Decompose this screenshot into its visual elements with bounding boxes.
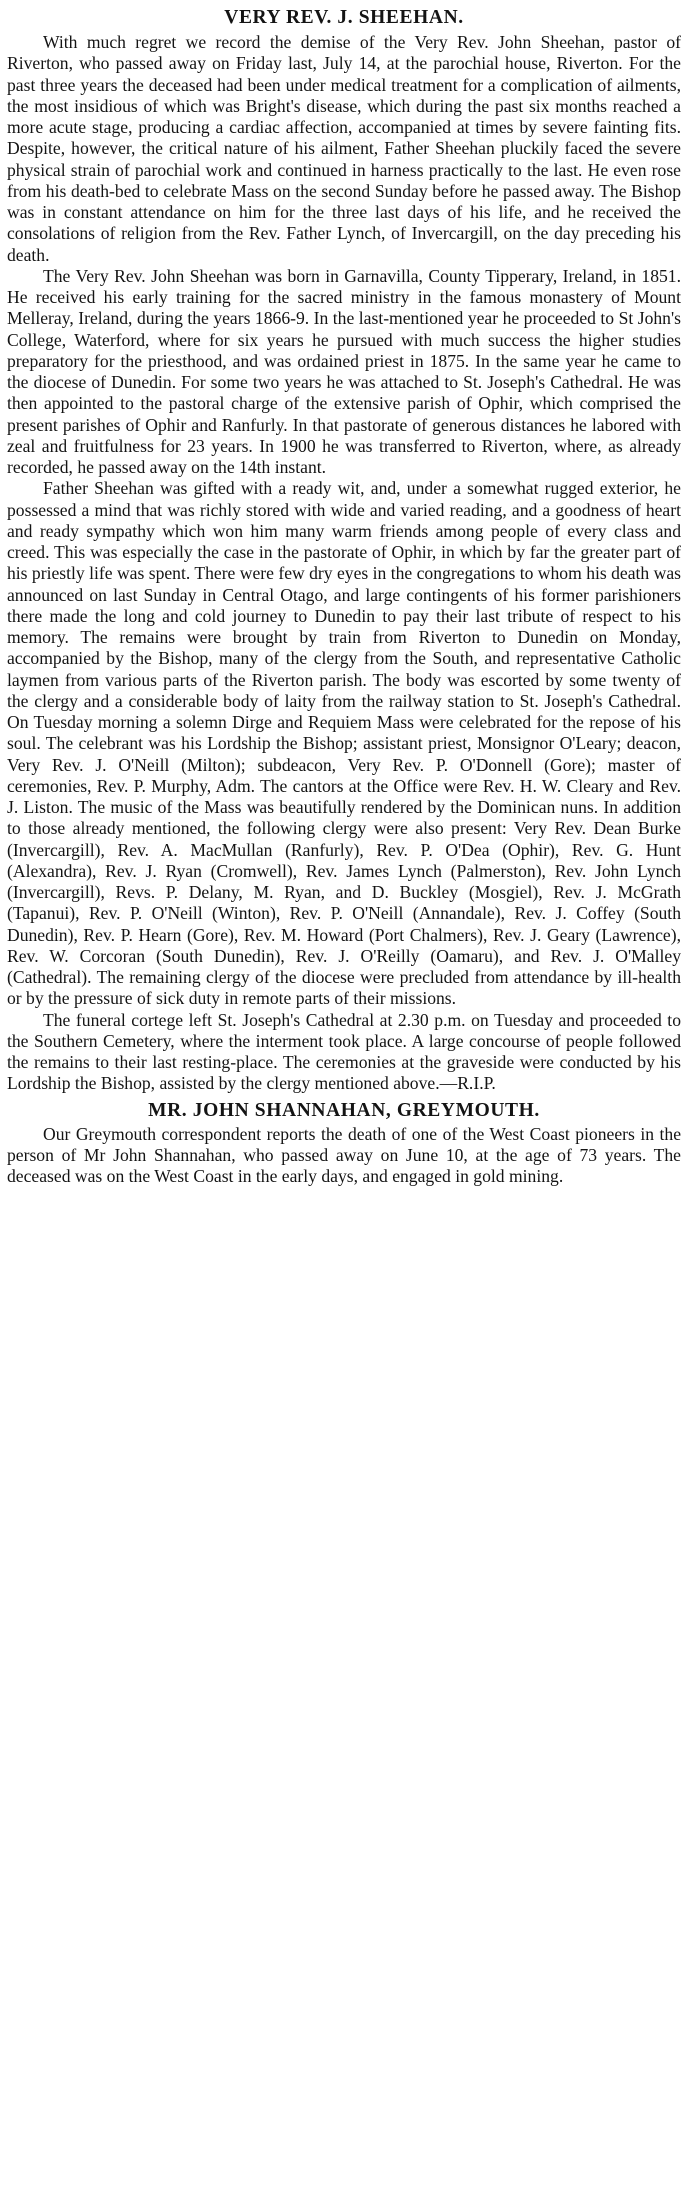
obituary-shannahan [7,1099,681,1188]
article-paragraph: Our Greymouth correspondent reports the death of one of the West Coast pioneers in the person of Mr John Shannahan, who passed away on June 10, at the age of 73 years. The deceased was on the West Coast in the early days, and engaged in gold mining. [7,1123,681,1186]
obituary-sheehan [7,6,681,1095]
article-paragraph: The funeral cortege left St. Joseph's Cathedral at 2.30 p.m. on Tuesday and proceeded to the Southern Cemetery, where the interment took place. A large concourse of people followed the remains to their last resting-place. The ceremonies at the graveside were conducted by his Lordship the Bishop, assisted by the clergy mentioned above.—R.I.P. [7,1009,681,1094]
article-paragraph: The Very Rev. John Sheehan was born in Garnavilla, County Tipperary, Ireland, in 1851. He received his early training for the sacred ministry in the famous monastery of Mount Melleray, Ireland, during the years 1866-9. In the last-mentioned year he proceeded to St John's College, Waterford, where for six years he pursued with much success the higher studies preparatory for the priesthood, and was ordained priest in 1875. In the same year he came to the diocese of Dunedin. For some two years he was attached to St. Joseph's Cathedral. He was then appointed to the pastoral charge of the extensive parish of Ophir, which comprised the present parishes of Ophir and Ranfurly. In that pastorate of generous distances he labored with zeal and fruitfulness for 23 years. In 1900 he was transferred to Riverton, where, as already recorded, he passed away on the 14th instant. [7,265,681,477]
article-paragraph: Father Sheehan was gifted with a ready wit, and, under a somewhat rugged exterior, he possessed a mind that was richly stored with wide and varied reading, and a goodness of heart and ready sympathy which won him many warm friends among people of every class and creed. This was especially the case in the pastorate of Ophir, in which by far the greater part of his priestly life was spent. There were few dry eyes in the congregations to whom his death was announced on last Sunday in Central Otago, and large contingents of his former parishioners there made the long and cold journey to Dunedin to pay their last tribute of respect to his memory. The remains were brought by train from Riverton to Dunedin on Monday, accompanied by the Bishop, many of the clergy from the South, and representative Catholic laymen from various parts of the Riverton parish. The body was escorted by some twenty of the clergy and a considerable body of laity from the railway station to St. Joseph's Cathedral. On Tuesday morning a solemn Dirge and Requiem Mass were celebrated for the repose of his soul. The celebrant was his Lordship the Bishop; assistant priest, Monsignor O'Leary; deacon, Very Rev. J. O'Neill (Milton); subdeacon, Very Rev. P. O'Donnell (Gore); master of ceremonies, Rev. P. Murphy, Adm. The cantors at the Office were Rev. H. W. Cleary and Rev. J. Liston. The music of the Mass was beautifully rendered by the Dominican nuns. In addition to those already mentioned, the following clergy were also present: Very Rev. Dean Burke (Invercargill), Rev. A. MacMullan (Ranfurly), Rev. P. O'Dea (Ophir), Rev. G. Hunt (Alexandra), Rev. J. Ryan (Cromwell), Rev. James Lynch (Palmerston), Rev. John Lynch (Invercargill), Revs. P. Delany, M. Ryan, and D. Buckley (Mosgiel), Rev. J. McGrath (Tapanui), Rev. P. O'Neill (Winton), Rev. P. O'Neill (Annandale), Rev. J. Coffey (South Dunedin), Rev. P. Hearn (Gore), Rev. M. Howard (Port Chalmers), Rev. J. Geary (Lawrence), Rev. W. Corcoran (South Dunedin), Rev. J. O'Reilly (Oamaru), and Rev. J. O'Malley (Cathedral). The remaining clergy of the diocese were precluded from attendance by ill-health or by the pressure of sick duty in remote parts of their missions. [7,478,681,1009]
article-heading: MR. JOHN SHANNAHAN, GREYMOUTH. [148,1099,540,1121]
article-heading: VERY REV. J. SHEEHAN. [224,7,464,28]
article-paragraph: With much regret we record the demise of the Very Rev. John Sheehan, pastor of Riverton, who passed away on Friday last, July 14, at the parochial house, Riverton. For the past three years the deceased had been under medical treatment for a complication of ailments, the most insidious of which was Bright's disease, which during the past six months reached a more acute stage, producing a cardiac affection, accompanied at times by severe fainting fits. Despite, however, the critical nature of his ailment, Father Sheehan pluckily faced the severe physical strain of parochial work and continued in harness practically to the last. He even rose from his death-bed to celebrate Mass on the second Sunday before he passed away. The Bishop was in constant attendance on him for the three last days of his life, and he received the consolations of religion from the Rev. Father Lynch, of Invercargill, on the day preceding his death. [7,32,681,265]
